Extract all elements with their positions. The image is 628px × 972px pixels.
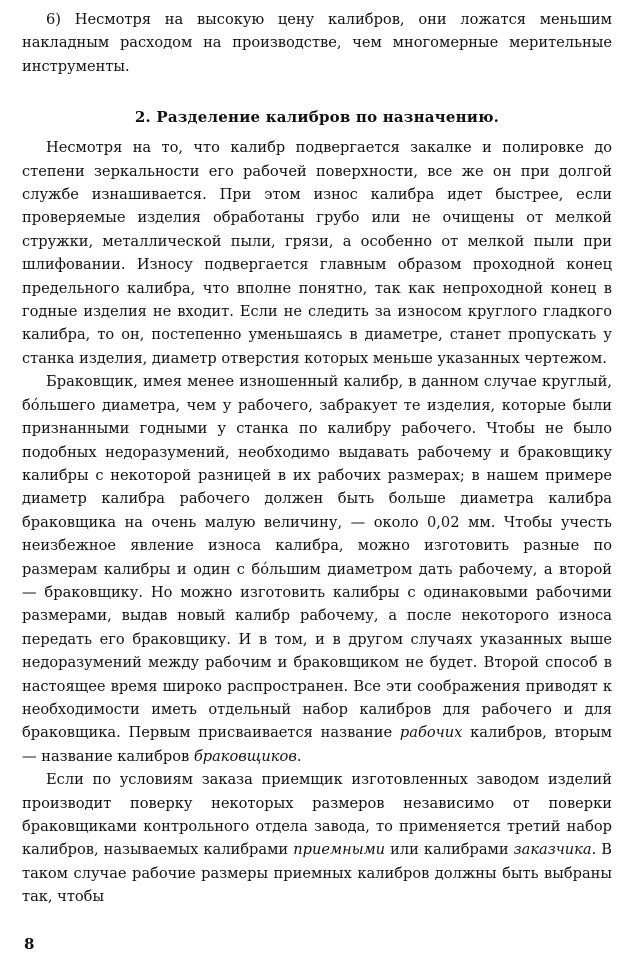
paragraph-2-text-2: калибров, вторым — название калибров — [22, 724, 612, 765]
term-customer-gauges: заказчика — [513, 841, 592, 859]
term-inspector-gauges: браковщиков — [193, 747, 297, 765]
document-page — [22, 8, 612, 964]
paragraph-2-text-1: Браковщик, имея менее изношенный калибр, в данном случае круглый, бóльшего диаметра, чем у рабочего, забракует те изделия, которые были признанными годными у станка по калибру рабочего. Чтобы не было подобных недоразумений, необходимо выдавать рабочему и браковщику калибры с некоторой разницей в их рабочих размерах; в нашем примере диаметр калибра рабочего должен быть больше диаметра калибра браковщика на очень малую величину, — около 0,02 мм. Чтобы учесть неизбежное явление износа калибра, можно изготовить разные по размерам калибры и один с бóльшим диаметром дать рабочему, а второй — браковщику. Но можно изготовить калибры с одинаковыми рабочими размерами, выдав новый калибр рабочему, а после некоторого износа передать его браковщику. И в том, и в другом случаях указанных выше недоразумений между рабочим и браковщиком не будет. Второй способ в настоящее время широко распространен. Все эти соображения приводят к необходимости иметь отдельный набор калибров для рабочего и для браковщика. Первым присваивается название — [22, 373, 612, 742]
paragraph-3 — [22, 768, 612, 908]
intro-paragraph: 6) Несмотря на высокую цену калибров, они ложатся меньшим накладным расходом на производстве, чем многомерные мерительные инструменты. — [22, 11, 612, 75]
paragraph-2 — [22, 370, 612, 768]
term-working-gauges: рабочих — [399, 724, 463, 742]
section-heading: 2. Разделение калибров по назначению. — [134, 108, 500, 127]
paragraph-3-text-2: или калибрами — [385, 841, 514, 859]
term-acceptance-gauges: приемными — [293, 841, 386, 859]
paragraph-3-text-3: . В таком случае рабочие размеры приемных калибров должны быть выбраны так, чтобы — [22, 841, 612, 906]
page-number: 8 — [24, 935, 35, 953]
paragraph-2-text-3: . — [296, 747, 302, 765]
paragraph-1: Несмотря на то, что калибр подвергается закалке и полировке до степени зеркальности его рабочей поверхности, все же он при долгой службе изнашивается. При этом износ калибра идет быстрее, если проверяемые изделия обработаны грубо или не очищены от мелкой стружки, металлической пыли, грязи, а особенно от мелкой пыли при шлифовании. Износу подвергается главным образом проходной конец предельного калибра, что вполне понятно, так как непроходной конец в годные изделия не входит. Если не следить за износом круглого гладкого калибра, то он, постепенно уменьшаясь в диаметре, станет пропускать у станка изделия, диаметр отверстия которых меньше указанных чертежом. — [22, 139, 612, 367]
paragraph-3-text-1: Если по условиям заказа приемщик изготовленных заводом изделий производит поверку некоторых размеров независимо от поверки браковщиками контрольного отдела завода, то применяется третий набор калибров, называемых калибрами — [22, 771, 612, 859]
